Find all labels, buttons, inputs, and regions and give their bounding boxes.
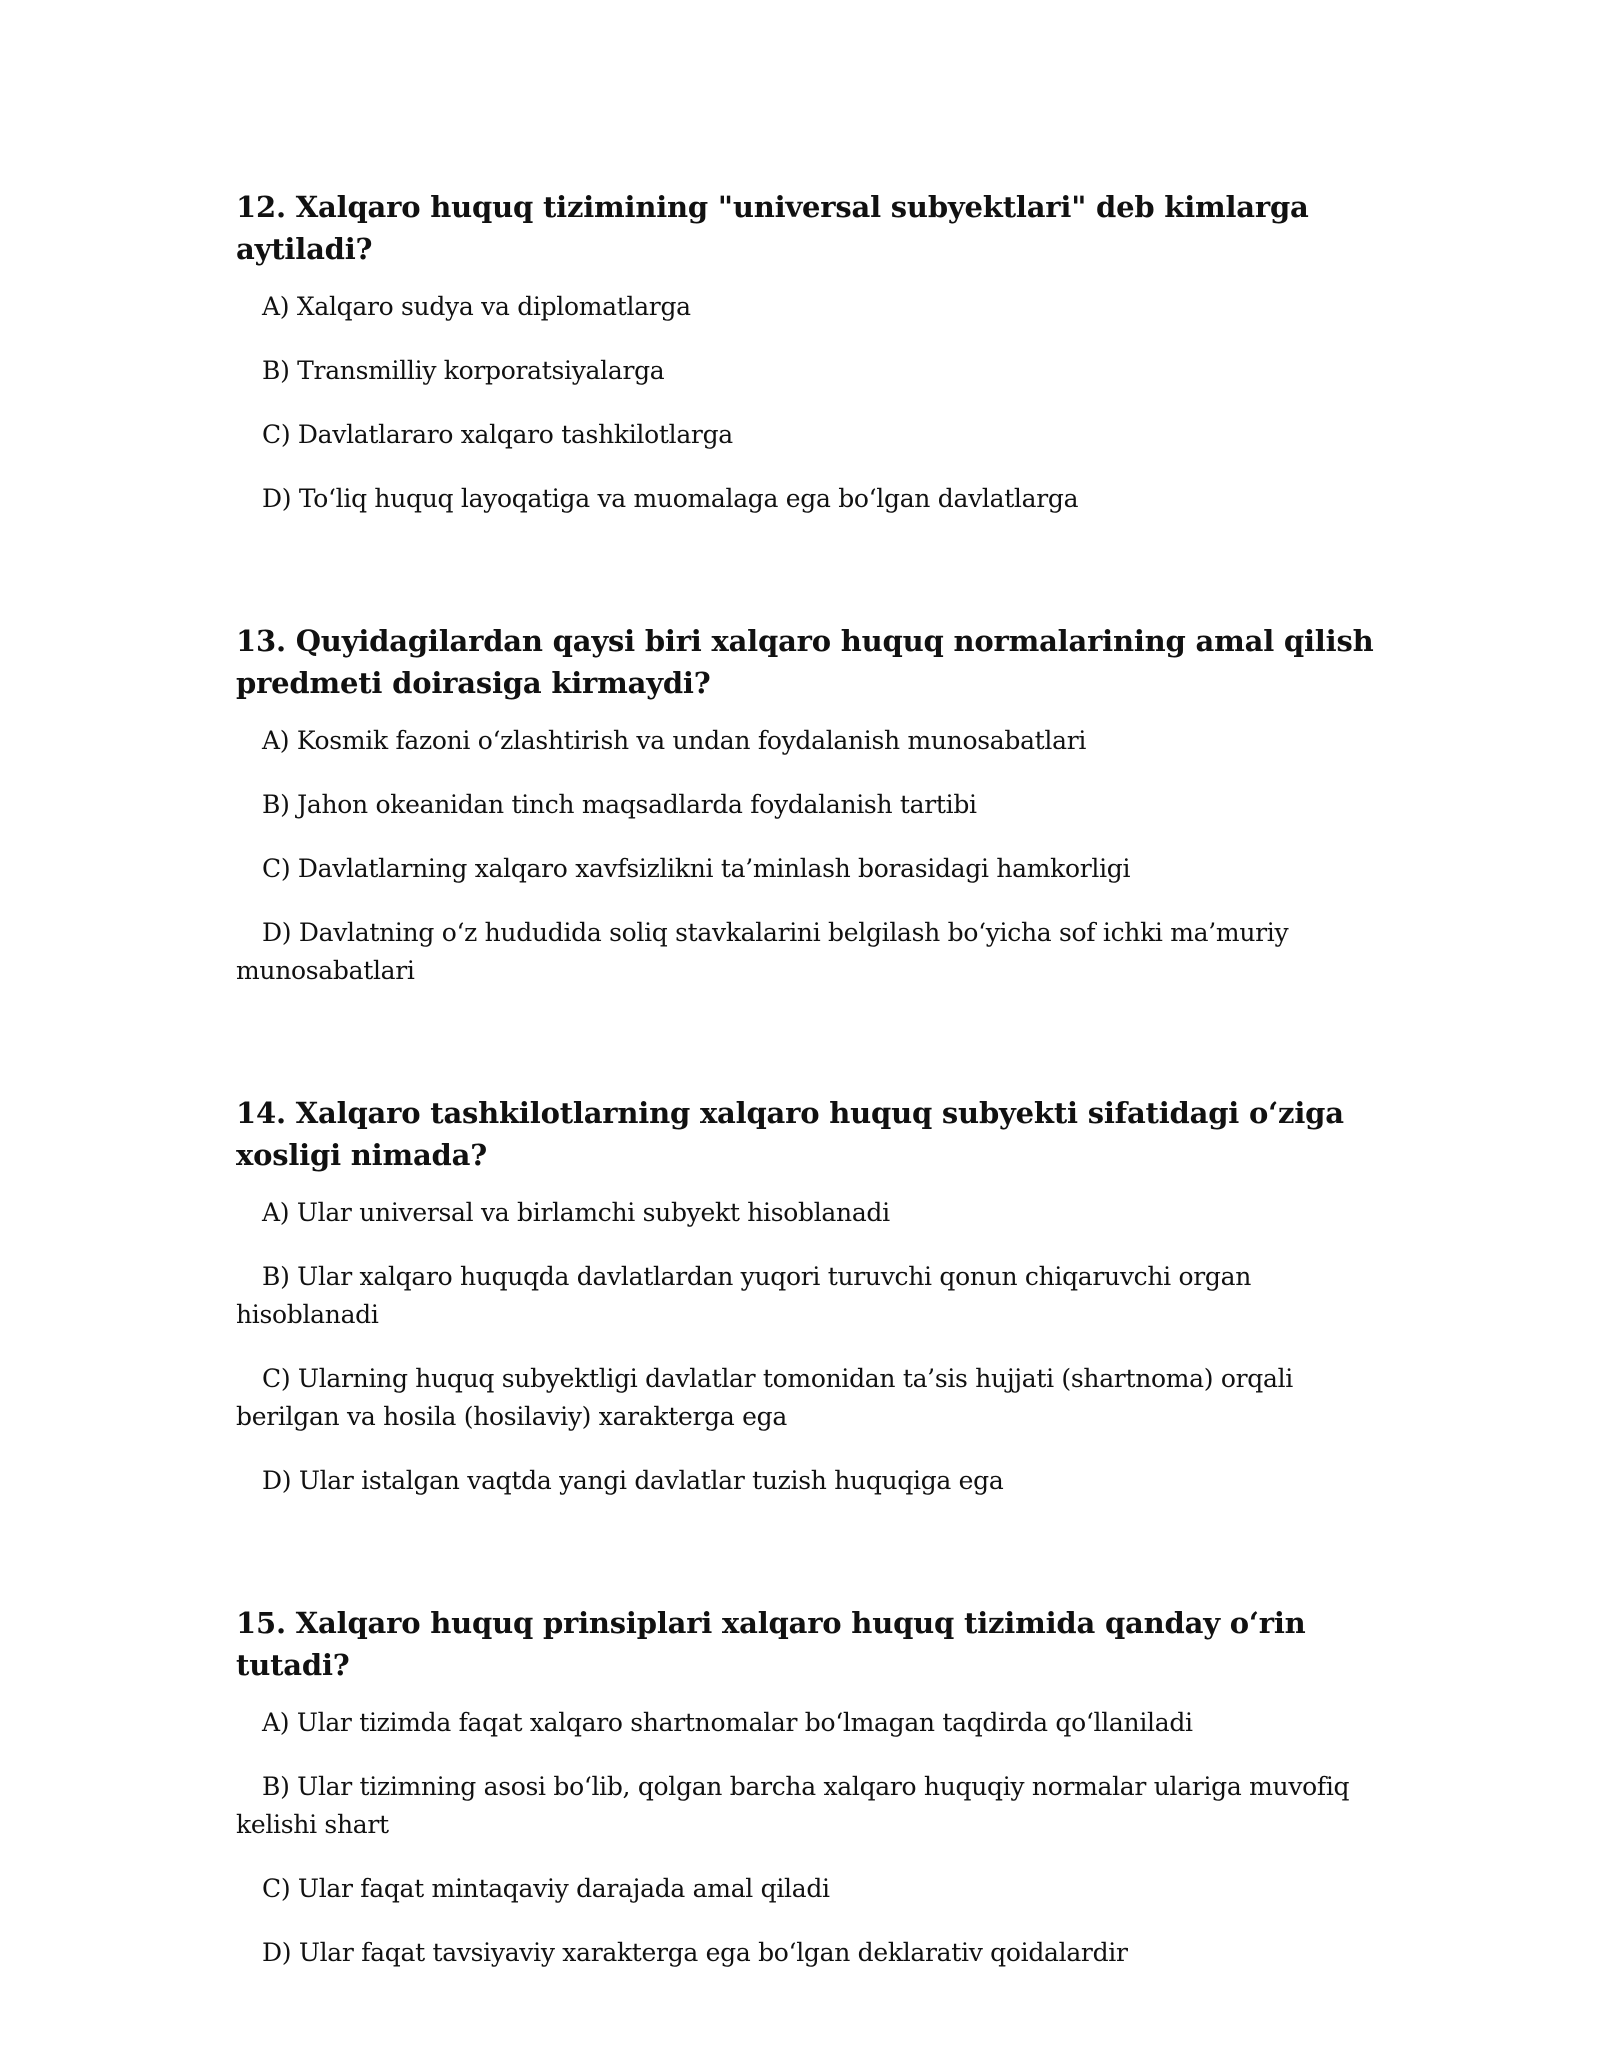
question-title: 14. Xalqaro tashkilotlarning xalqaro huquq subyekti sifatidagi o‘ziga xosligi nimada? — [236, 1096, 1344, 1172]
option-b: B) Ular tizimning asosi bo‘lib, qolgan barcha xalqaro huquqiy normalar ulariga muvofiq kelishi shart — [236, 1772, 1350, 1839]
question-title: 15. Xalqaro huquq prinsiplari xalqaro huquq tizimida qanday o‘rin tutadi? — [236, 1606, 1306, 1682]
question-14 — [236, 1092, 1376, 1500]
question-title: 12. Xalqaro huquq tizimining "universal subyektlari" deb kimlarga aytiladi? — [236, 190, 1309, 266]
option-d: D) To‘liq huquq layoqatiga va muomalaga ega bo‘lgan davlatlarga — [262, 484, 1079, 513]
option-d: D) Ular faqat tavsiyaviy xarakterga ega bo‘lgan deklarativ qoidalardir — [262, 1938, 1128, 1967]
question-13 — [236, 620, 1376, 990]
question-12 — [236, 186, 1376, 518]
option-a: A) Kosmik fazoni o‘zlashtirish va undan foydalanish munosabatlari — [262, 726, 1087, 755]
question-15 — [236, 1602, 1376, 1972]
option-d: D) Davlatning o‘z hududida soliq stavkalarini belgilash bo‘yicha sof ichki ma’muriy munosabatlari — [236, 918, 1289, 985]
question-title: 13. Quyidagilardan qaysi biri xalqaro huquq normalarining amal qilish predmeti doirasiga kirmaydi? — [236, 624, 1374, 700]
option-b: B) Jahon okeanidan tinch maqsadlarda foydalanish tartibi — [262, 790, 977, 819]
option-d: D) Ular istalgan vaqtda yangi davlatlar tuzish huquqiga ega — [262, 1466, 1004, 1495]
option-c: C) Davlatlarning xalqaro xavfsizlikni ta’minlash borasidagi hamkorligi — [262, 854, 1131, 883]
option-c: C) Davlatlararo xalqaro tashkilotlarga — [262, 420, 733, 449]
option-c: C) Ularning huquq subyektligi davlatlar tomonidan ta’sis hujjati (shartnoma) orqali berilgan va hosila (hosilaviy) xarakterga ega — [236, 1364, 1293, 1431]
option-a: A) Xalqaro sudya va diplomatlarga — [262, 292, 691, 321]
option-a: A) Ular universal va birlamchi subyekt hisoblanadi — [262, 1198, 890, 1227]
option-b: B) Ular xalqaro huquqda davlatlardan yuqori turuvchi qonun chiqaruvchi organ hisoblanadi — [236, 1262, 1252, 1329]
option-a: A) Ular tizimda faqat xalqaro shartnomalar bo‘lmagan taqdirda qo‘llaniladi — [262, 1708, 1193, 1737]
quiz-content — [236, 186, 1376, 1998]
option-b: B) Transmilliy korporatsiyalarga — [262, 356, 665, 385]
option-c: C) Ular faqat mintaqaviy darajada amal qiladi — [262, 1874, 830, 1903]
